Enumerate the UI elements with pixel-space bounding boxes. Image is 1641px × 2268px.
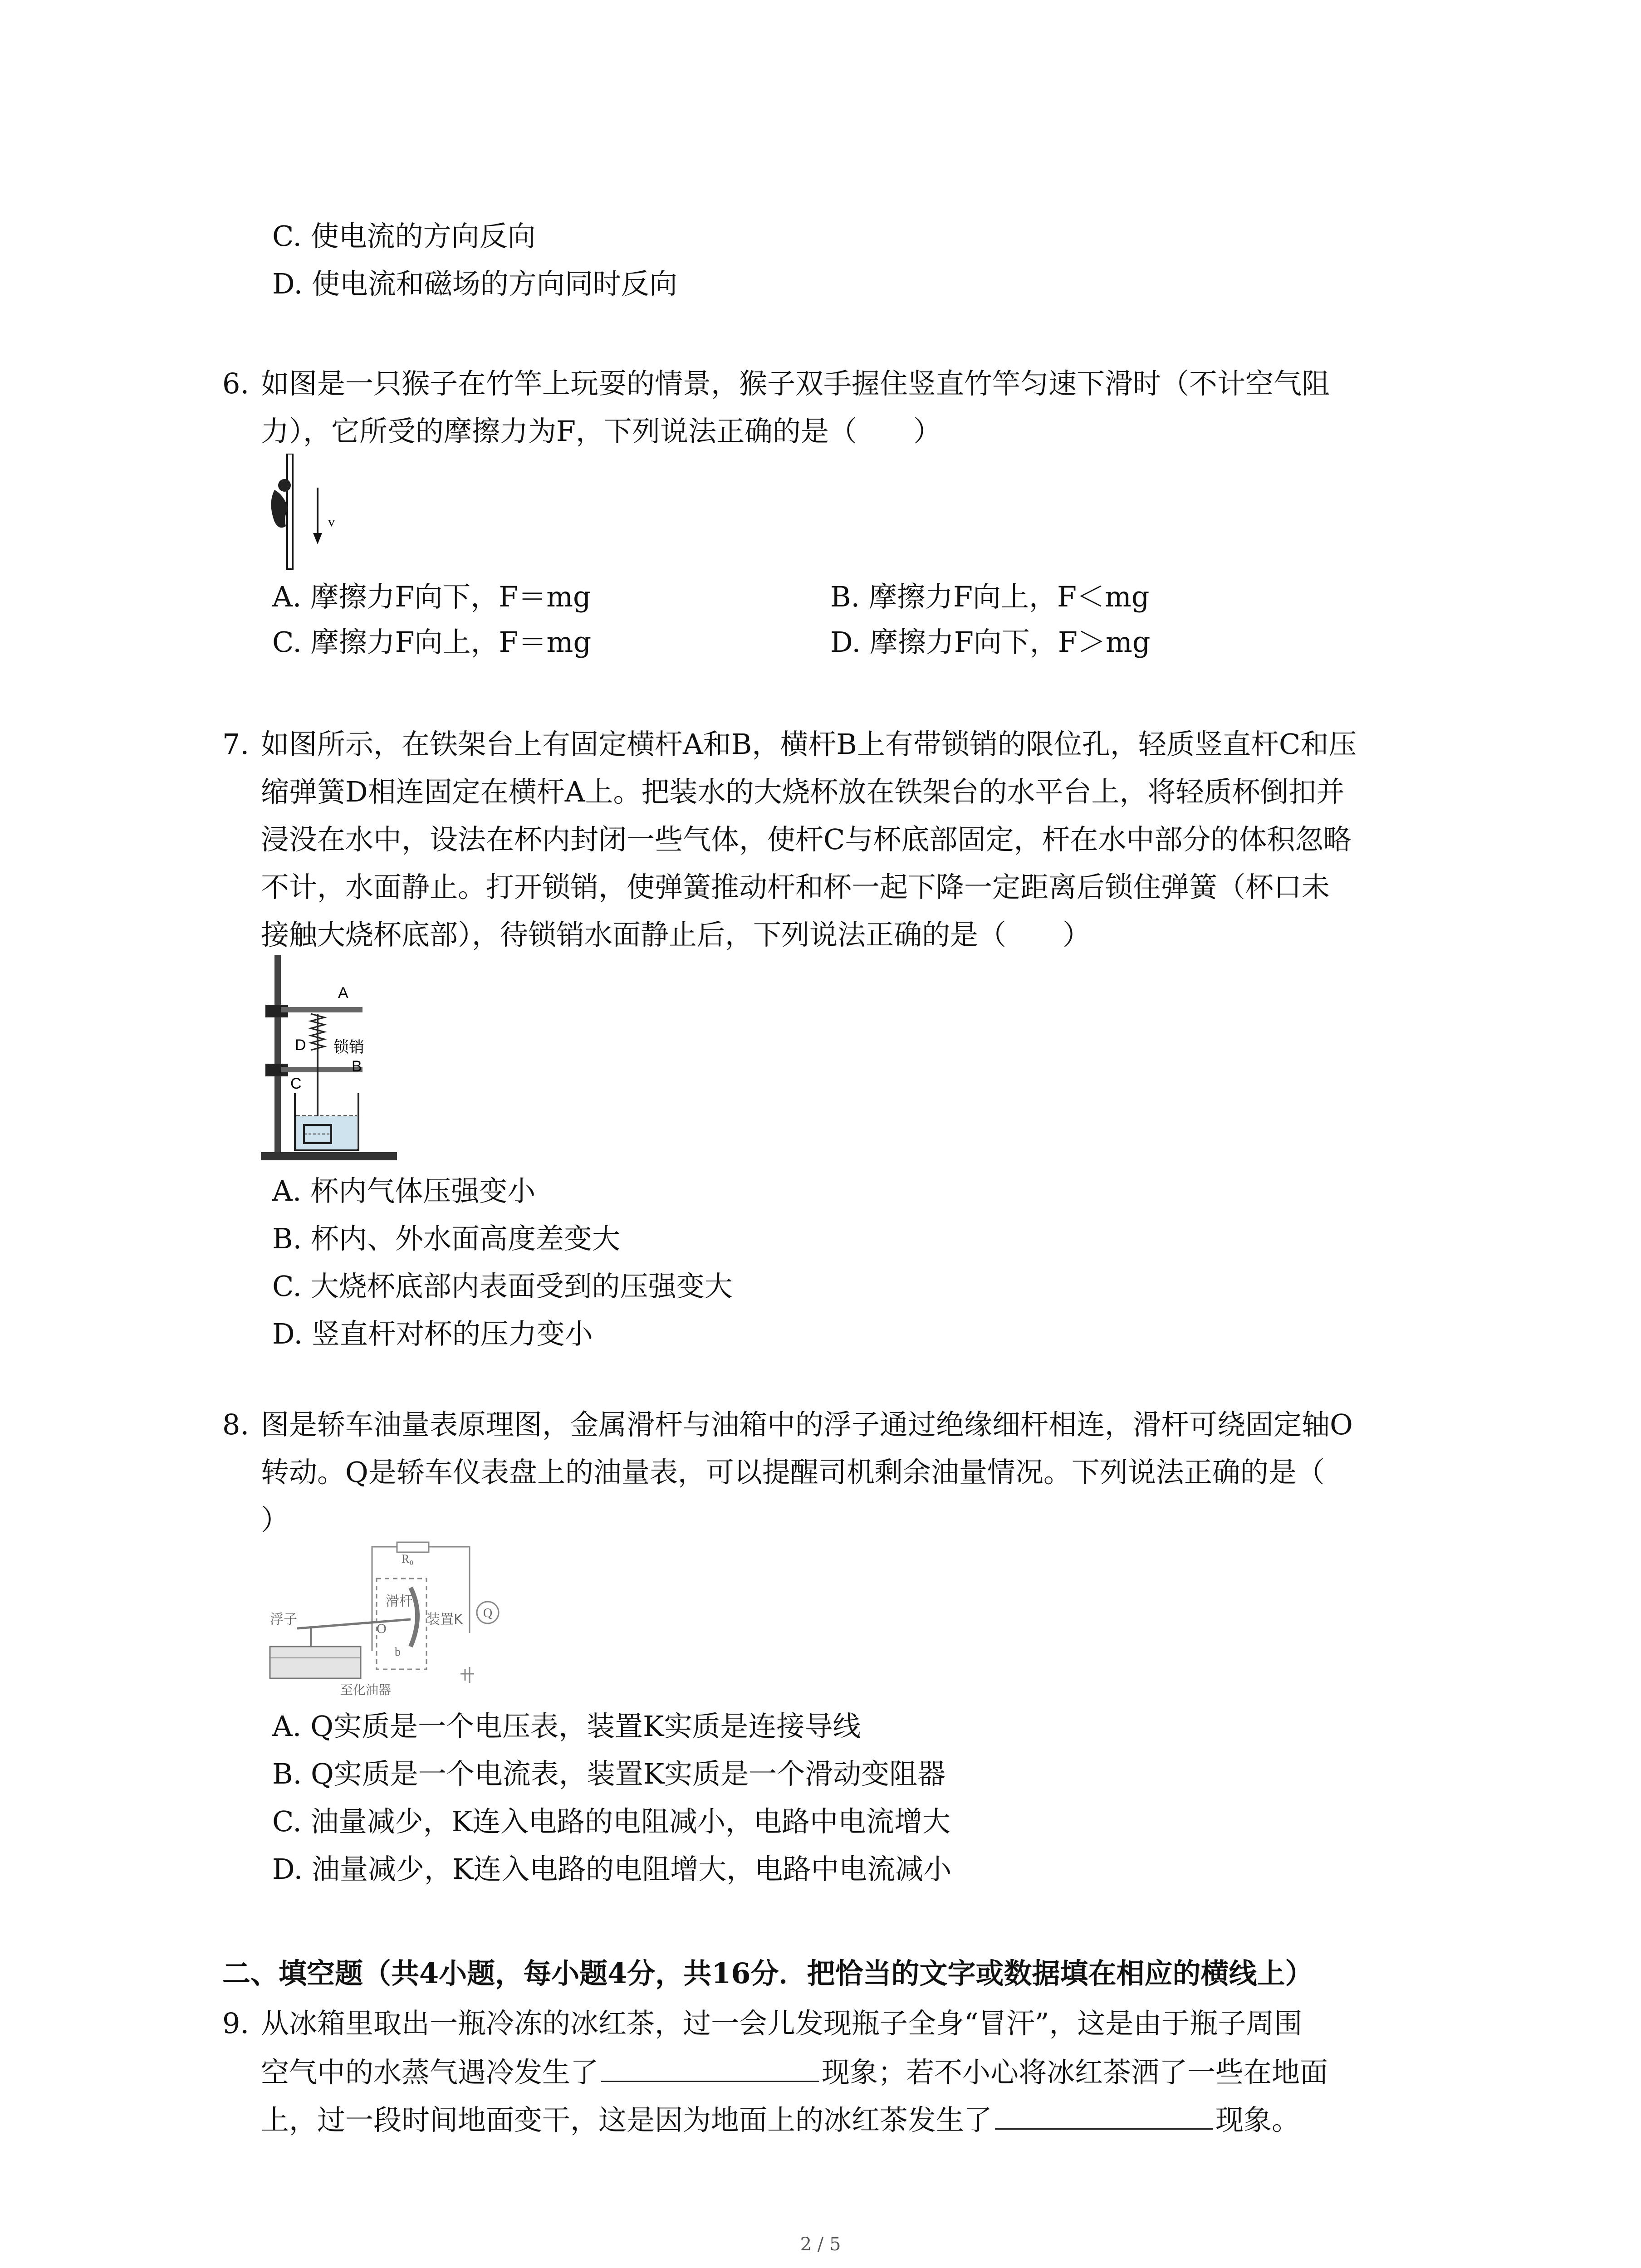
section-heading: 二、填空题（共4小题，每小题4分，共16分．把恰当的文字或数据填在相应的横线上） — [222, 1957, 1313, 1990]
q6-option-a: A. 摩擦力F向下，F＝mg — [272, 580, 591, 613]
page-number: 2 / 5 — [800, 2234, 841, 2255]
q9-line1: 从冰箱里取出一瓶冷冻的冰红茶，过一会儿发现瓶子全身“冒汗”，这是由于瓶子周围 — [261, 2007, 1303, 2040]
pivot-o-label: O — [377, 1621, 387, 1636]
q6-stem-line1: 如图是一只猴子在竹竿上玩耍的情景，猴子双手握住竖直竹竿匀速下滑时（不计空气阻 — [261, 367, 1330, 400]
q8-stem-line2: 转动。Q是轿车仪表盘上的油量表，可以提醒司机剩余油量情况。下列说法正确的是（ — [261, 1456, 1325, 1489]
rod-a-label: A — [338, 984, 348, 1002]
q6-number: 6. — [222, 367, 250, 400]
q5-option-d: D. 使电流和磁场的方向同时反向 — [272, 267, 677, 300]
spring-d-label: D — [295, 1036, 306, 1054]
q8-option-a: A. Q实质是一个电压表，装置K实质是连接导线 — [272, 1710, 861, 1743]
velocity-label: v — [328, 514, 335, 529]
rod-c-label: C — [290, 1075, 302, 1092]
q5-option-c: C. 使电流的方向反向 — [272, 220, 536, 253]
q9-line2-end: 现象；若不小心将冰红茶洒了一些在地面 — [822, 2056, 1328, 2089]
q9-number: 9. — [222, 2007, 250, 2040]
q7-number: 7. — [222, 728, 250, 761]
carburetor-label: 至化油器 — [340, 1682, 392, 1697]
rod-b-label: B — [352, 1058, 362, 1075]
device-k-label: 装置K — [426, 1612, 463, 1628]
q9-line3 — [261, 2105, 1300, 2134]
q7-stem-line5: 接触大烧杯底部），待锁销水面静止后，下列说法正确的是（ ） — [261, 918, 1091, 951]
q7-stem-line2: 缩弹簧D相连固定在横杆A上。把装水的大烧杯放在铁架台的水平台上，将轻质杯倒扣并 — [261, 775, 1345, 808]
q7-stem-line3: 浸没在水中，设法在杯内封闭一些气体，使杆C与杯底部固定，杆在水中部分的体积忽略 — [261, 823, 1352, 856]
q8-option-d: D. 油量减少，K连入电路的电阻增大，电路中电流减小 — [272, 1853, 952, 1886]
terminal-b-label: b — [395, 1645, 401, 1658]
q6-option-d: D. 摩擦力F向下，F＞mg — [830, 626, 1151, 659]
monkey-pole-figure — [261, 454, 352, 572]
q9-line3-start: 上，过一段时间地面变干，这是因为地面上的冰红茶发生了 — [261, 2103, 993, 2136]
answer-blank-2[interactable] — [995, 2105, 1213, 2130]
q9-line3-end: 现象。 — [1215, 2103, 1300, 2136]
q6-option-c: C. 摩擦力F向上，F＝mg — [272, 626, 592, 659]
q-meter-label: Q — [483, 1606, 493, 1620]
q7-option-a: A. 杯内气体压强变小 — [272, 1174, 536, 1207]
iron-stand-figure — [261, 953, 411, 1166]
q9-line2-start: 空气中的水蒸气遇冷发生了 — [261, 2056, 599, 2089]
q7-option-b: B. 杯内、外水面高度差变大 — [272, 1222, 620, 1255]
monkey-icon — [271, 490, 289, 528]
r0-label: R₀ — [402, 1552, 414, 1565]
fuel-tank-icon — [270, 1647, 361, 1678]
slider-label: 滑杆 — [386, 1593, 413, 1609]
q7-option-c: C. 大烧杯底部内表面受到的压强变大 — [272, 1270, 733, 1303]
q8-option-b: B. Q实质是一个电流表，装置K实质是一个滑动变阻器 — [272, 1757, 946, 1790]
q6-option-b: B. 摩擦力F向上，F＜mg — [830, 580, 1150, 613]
float-label: 浮子 — [270, 1612, 297, 1628]
fuel-gauge-figure — [261, 1538, 515, 1701]
q8-stem-line1: 图是轿车油量表原理图，金属滑杆与油箱中的浮子通过绝缘细杆相连，滑杆可绕固定轴O — [261, 1408, 1353, 1441]
q6-stem-line2: 力），它所受的摩擦力为F，下列说法正确的是（ ） — [261, 415, 942, 448]
q7-stem-line4: 不计，水面静止。打开锁销，使弹簧推动杆和杯一起下降一定距离后锁住弹簧（杯口未 — [261, 870, 1330, 904]
q8-number: 8. — [222, 1408, 250, 1441]
q9-line2 — [261, 2057, 1328, 2087]
q8-stem-line3: ） — [261, 1503, 289, 1536]
q8-option-c: C. 油量减少，K连入电路的电阻减小，电路中电流增大 — [272, 1805, 950, 1838]
answer-blank-1[interactable] — [601, 2057, 819, 2082]
lock-pin-label: 锁销 — [333, 1038, 364, 1056]
q7-stem-line1: 如图所示，在铁架台上有固定横杆A和B，横杆B上有带锁销的限位孔，轻质竖直杆C和压 — [261, 728, 1357, 761]
q7-option-d: D. 竖直杆对杯的压力变小 — [272, 1317, 593, 1350]
